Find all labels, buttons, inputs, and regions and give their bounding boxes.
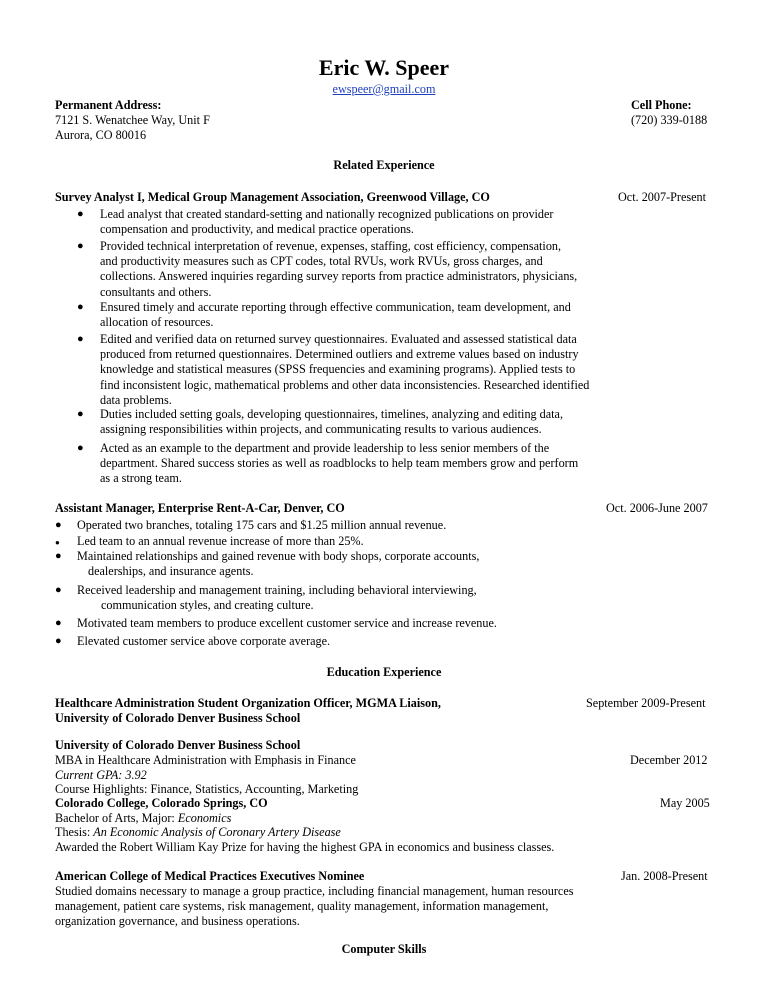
job2-title: Assistant Manager, Enterprise Rent-A-Car, Denver, CO bbox=[55, 501, 345, 515]
job1-title: Survey Analyst I, Medical Group Management Association, Greenwood Village, CO bbox=[55, 190, 490, 204]
address-line2: Aurora, CO 80016 bbox=[55, 128, 147, 142]
list-item: Led team to an annual revenue increase of more than 25%. bbox=[77, 534, 364, 548]
org-role-line2: University of Colorado Denver Business School bbox=[55, 711, 301, 725]
section-heading-related: Related Experience bbox=[333, 158, 435, 172]
degree1-date: December 2012 bbox=[630, 753, 708, 767]
award: Awarded the Robert William Kay Prize for having the highest GPA in economics and business classes. bbox=[55, 840, 555, 854]
course-highlights: Course Highlights: Finance, Statistics, Accounting, Marketing bbox=[55, 782, 359, 796]
bullet-icon: ● bbox=[77, 333, 84, 345]
degree1: MBA in Healthcare Administration with Emphasis in Finance bbox=[55, 753, 356, 767]
email-link[interactable]: ewspeer@gmail.com bbox=[332, 82, 436, 96]
list-item: Edited and verified data on returned survey questionnaires. Evaluated and assessed statistical data produced from returned questionnaires. Determined outliers and extreme values based on industry knowledge and statistical measures (SPSS frequencies and examining programs). Applied tests to find inconsistent logic, mathematical problems and other data inconsistencies. Researched identified data problems. bbox=[100, 332, 590, 407]
school1-name: University of Colorado Denver Business School bbox=[55, 738, 301, 752]
bullet-icon: ● bbox=[77, 301, 84, 313]
nominee-dates: Jan. 2008-Present bbox=[621, 869, 708, 883]
nominee-title: American College of Medical Practices Executives Nominee bbox=[55, 869, 365, 883]
bullet-icon: ● bbox=[77, 208, 84, 220]
section-heading-computer-skills: Computer Skills bbox=[341, 942, 427, 956]
list-item: Duties included setting goals, developing questionnaires, timelines, analyzing and editing data, assigning responsibilities within projects, and communicating results to various audiences. bbox=[100, 407, 564, 437]
school2-name: Colorado College, Colorado Springs, CO bbox=[55, 796, 268, 810]
job1-dates: Oct. 2007-Present bbox=[618, 190, 707, 204]
bullet-icon: ● bbox=[77, 240, 84, 252]
nominee-description: Studied domains necessary to manage a group practice, including financial management, human resources management, patient care systems, risk management, quality management, information management, organization governance, and business operations. bbox=[55, 884, 574, 929]
org-role-line1: Healthcare Administration Student Organization Officer, MGMA Liaison, bbox=[55, 696, 441, 710]
address-line1: 7121 S. Wenatchee Way, Unit F bbox=[55, 113, 210, 127]
list-item: Motivated team members to produce excellent customer service and increase revenue. bbox=[77, 616, 497, 630]
job2-dates: Oct. 2006-June 2007 bbox=[606, 501, 708, 515]
resume-name: Eric W. Speer bbox=[318, 55, 450, 80]
bullet-icon: ● bbox=[55, 519, 62, 531]
list-item: Ensured timely and accurate reporting through effective communication, team development, and allocation of resources. bbox=[100, 300, 571, 330]
list-item: Elevated customer service above corporate average. bbox=[77, 634, 331, 648]
list-item: Maintained relationships and gained revenue with body shops, corporate accounts, dealerships, and insurance agents. bbox=[77, 549, 480, 579]
degree2: Bachelor of Arts, Major: Economics bbox=[55, 811, 232, 825]
phone-label: Cell Phone: bbox=[631, 98, 692, 112]
list-item: Acted as an example to the department and provide leadership to less senior members of the department. Shared success stories as well as roadblocks to help team members grow and perform as a strong team. bbox=[100, 441, 579, 486]
list-item: Lead analyst that created standard-setting and nationally recognized publications on provider compensation and productivity, and medical practice operations. bbox=[100, 207, 554, 237]
bullet-icon: ● bbox=[55, 538, 60, 547]
bullet-icon: ● bbox=[55, 584, 62, 596]
list-item: Operated two branches, totaling 175 cars and $1.25 million annual revenue. bbox=[77, 518, 447, 532]
school2-date: May 2005 bbox=[660, 796, 710, 810]
bullet-icon: ● bbox=[55, 550, 62, 562]
thesis: Thesis: An Economic Analysis of Coronary Artery Disease bbox=[55, 825, 341, 839]
gpa: Current GPA: 3.92 bbox=[55, 768, 147, 782]
address-label: Permanent Address: bbox=[55, 98, 162, 112]
email-line bbox=[0, 82, 768, 97]
list-item: Received leadership and management training, including behavioral interviewing, communication styles, and creating culture. bbox=[77, 583, 477, 613]
bullet-icon: ● bbox=[77, 442, 84, 454]
bullet-icon: ● bbox=[55, 635, 62, 647]
bullet-icon: ● bbox=[77, 408, 84, 420]
list-item: Provided technical interpretation of revenue, expenses, staffing, cost efficiency, compensation, and productivity measures such as CPT codes, total RVUs, work RVUs, gross charges, and collections. Answered inquiries regarding survey reports from practice administrators, physicians, consultants and others. bbox=[100, 239, 578, 299]
bullet-icon: ● bbox=[55, 617, 62, 629]
phone-number: (720) 339-0188 bbox=[631, 113, 708, 127]
section-heading-education: Education Experience bbox=[326, 665, 442, 679]
org-role-dates: September 2009-Present bbox=[586, 696, 706, 710]
